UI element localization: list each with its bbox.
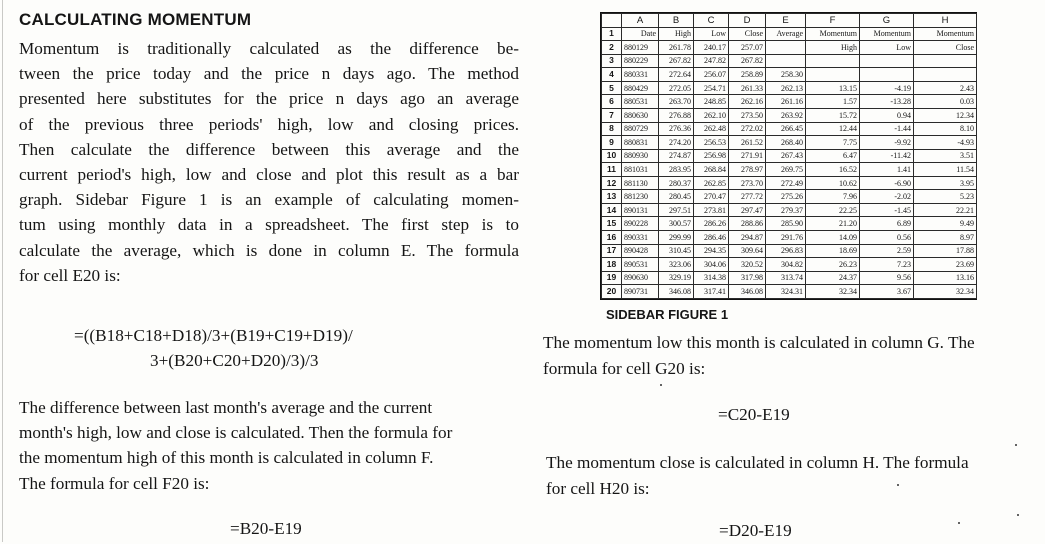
table-cell: High xyxy=(659,27,694,41)
table-cell: 880729 xyxy=(622,122,659,136)
table-cell: 258.30 xyxy=(766,68,806,82)
figure-caption: SIDEBAR FIGURE 1 xyxy=(606,307,729,322)
table-cell: 268.40 xyxy=(766,136,806,150)
table-cell: 280.45 xyxy=(659,190,694,204)
table-cell xyxy=(914,54,977,68)
table-row xyxy=(602,271,977,285)
table-cell: 880831 xyxy=(622,136,659,150)
intro-line: current period's high, low and close and plot this result as a bar xyxy=(19,165,519,185)
table-cell xyxy=(914,68,977,82)
table-cell: 272.05 xyxy=(659,81,694,95)
table-row xyxy=(602,231,977,245)
intro-line: tween the price today and the price n days ago. The method xyxy=(19,64,519,84)
table-cell: 12.44 xyxy=(806,122,860,136)
table-cell: 279.37 xyxy=(766,203,806,217)
table-cell: 32.34 xyxy=(806,285,860,299)
table-cell: 267.82 xyxy=(659,54,694,68)
table-cell: 890731 xyxy=(622,285,659,299)
difference-line: month's high, low and close is calculated. Then the formula for xyxy=(19,423,453,443)
table-cell: 7.75 xyxy=(806,136,860,150)
table-cell: 317.41 xyxy=(694,285,729,299)
table-cell: 240.17 xyxy=(694,41,729,55)
row-number-cell: 2 xyxy=(602,41,622,55)
low-line: formula for cell G20 is: xyxy=(543,359,706,378)
close-paragraph xyxy=(546,450,969,502)
table-cell: 296.83 xyxy=(766,244,806,258)
difference-paragraph xyxy=(19,395,519,496)
table-cell: 267.43 xyxy=(766,149,806,163)
table-cell: 7.23 xyxy=(860,258,914,272)
table-cell: Average xyxy=(766,27,806,41)
table-cell: 890331 xyxy=(622,231,659,245)
table-cell: 288.86 xyxy=(729,217,766,231)
column-letter-cell: G xyxy=(860,14,914,28)
table-cell: 294.87 xyxy=(729,231,766,245)
row-number-cell: 15 xyxy=(602,217,622,231)
table-cell: 346.08 xyxy=(659,285,694,299)
table-cell: 880429 xyxy=(622,81,659,95)
table-cell: 880531 xyxy=(622,95,659,109)
formula-f20: =B20-E19 xyxy=(230,519,302,538)
table-cell: 262.48 xyxy=(694,122,729,136)
table-row xyxy=(602,203,977,217)
table-cell: 0.56 xyxy=(860,231,914,245)
table-cell: 276.88 xyxy=(659,108,694,122)
table-cell: 346.08 xyxy=(729,285,766,299)
table-cell: 272.64 xyxy=(659,68,694,82)
table-cell: 323.06 xyxy=(659,258,694,272)
column-letter-cell: C xyxy=(694,14,729,28)
table-cell xyxy=(766,54,806,68)
table-cell: 261.78 xyxy=(659,41,694,55)
table-cell xyxy=(806,54,860,68)
table-row xyxy=(602,81,977,95)
intro-line: of the previous three periods' high, low and closing prices. xyxy=(19,114,519,134)
table-cell: 266.45 xyxy=(766,122,806,136)
table-cell: 13.15 xyxy=(806,81,860,95)
table-row xyxy=(602,122,977,136)
close-line: for cell H20 is: xyxy=(546,479,650,498)
table-cell: 1.41 xyxy=(860,163,914,177)
table-cell: 262.16 xyxy=(729,95,766,109)
table-cell: 329.19 xyxy=(659,271,694,285)
table-cell: Momentum xyxy=(860,27,914,41)
table-cell: 6.47 xyxy=(806,149,860,163)
table-cell: 274.20 xyxy=(659,136,694,150)
formula-g20: =C20-E19 xyxy=(718,405,790,424)
intro-line: graph. Sidebar Figure 1 is an example of calculating momen- xyxy=(19,190,519,210)
page-edge xyxy=(2,0,3,542)
table-cell: 258.89 xyxy=(729,68,766,82)
table-cell: 271.91 xyxy=(729,149,766,163)
difference-line: the momentum high of this month is calculated in column F. xyxy=(19,448,434,468)
row-number-cell: 4 xyxy=(602,68,622,82)
table-cell: 280.37 xyxy=(659,176,694,190)
difference-line: The formula for cell F20 is: xyxy=(19,473,210,493)
table-cell: High xyxy=(806,41,860,55)
table-cell: Date xyxy=(622,27,659,41)
table-cell xyxy=(860,68,914,82)
table-cell: 291.76 xyxy=(766,231,806,245)
row-number-cell: 1 xyxy=(602,27,622,41)
table-row xyxy=(602,176,977,190)
column-letter-cell: H xyxy=(914,14,977,28)
table-cell: 257.07 xyxy=(729,41,766,55)
table-cell: 880630 xyxy=(622,108,659,122)
table-cell: 320.52 xyxy=(729,258,766,272)
table-cell xyxy=(766,41,806,55)
table-cell: 890531 xyxy=(622,258,659,272)
table-cell: 275.26 xyxy=(766,190,806,204)
table-cell: 18.69 xyxy=(806,244,860,258)
table-cell: 254.71 xyxy=(694,81,729,95)
row-number-cell: 5 xyxy=(602,81,622,95)
table-row xyxy=(602,149,977,163)
table-cell: 7.96 xyxy=(806,190,860,204)
corner-cell xyxy=(602,14,622,28)
table-cell: 2.59 xyxy=(860,244,914,258)
table-cell: 256.07 xyxy=(694,68,729,82)
table-cell: Close xyxy=(729,27,766,41)
table-cell: 247.82 xyxy=(694,54,729,68)
table-cell: 310.45 xyxy=(659,244,694,258)
table-cell: 261.52 xyxy=(729,136,766,150)
table-cell: 278.97 xyxy=(729,163,766,177)
table-cell: 277.72 xyxy=(729,190,766,204)
table-cell: 9.56 xyxy=(860,271,914,285)
column-letter-cell: A xyxy=(622,14,659,28)
print-speck xyxy=(897,484,899,486)
row-number-cell: 11 xyxy=(602,163,622,177)
formula-e20-line1: =((B18+C18+D18)/3+(B19+C19+D19)/ xyxy=(74,326,353,345)
row-number-cell: 3 xyxy=(602,54,622,68)
table-cell: 880229 xyxy=(622,54,659,68)
table-cell: -4.93 xyxy=(914,136,977,150)
table-cell: 304.82 xyxy=(766,258,806,272)
print-speck xyxy=(958,522,960,524)
close-line: The momentum close is calculated in column H. The formula xyxy=(546,453,969,472)
table-cell: 299.99 xyxy=(659,231,694,245)
table-cell: -1.45 xyxy=(860,203,914,217)
table-cell: 261.33 xyxy=(729,81,766,95)
table-cell: 15.72 xyxy=(806,108,860,122)
table-cell: Close xyxy=(914,41,977,55)
intro-line: presented here substitutes for the price n days ago an average xyxy=(19,89,519,109)
table-cell: 286.46 xyxy=(694,231,729,245)
table-row xyxy=(602,54,977,68)
table-row xyxy=(602,41,977,55)
difference-line: The difference between last month's average and the current xyxy=(19,398,433,417)
table-row xyxy=(602,136,977,150)
table-cell: Momentum xyxy=(806,27,860,41)
row-number-cell: 19 xyxy=(602,271,622,285)
table-cell: 890131 xyxy=(622,203,659,217)
row-number-cell: 12 xyxy=(602,176,622,190)
intro-line: for cell E20 is: xyxy=(19,265,121,285)
table-cell: 276.36 xyxy=(659,122,694,136)
table-cell: 294.35 xyxy=(694,244,729,258)
table-cell: 880129 xyxy=(622,41,659,55)
table-row xyxy=(602,285,977,299)
table-cell: 269.75 xyxy=(766,163,806,177)
row-number-cell: 20 xyxy=(602,285,622,299)
table-cell: 262.85 xyxy=(694,176,729,190)
table-cell: 32.34 xyxy=(914,285,977,299)
table-cell: 273.50 xyxy=(729,108,766,122)
table-cell: 2.43 xyxy=(914,81,977,95)
table-cell: 5.23 xyxy=(914,190,977,204)
table-cell: 313.74 xyxy=(766,271,806,285)
table-cell: 268.84 xyxy=(694,163,729,177)
intro-paragraph xyxy=(19,36,519,288)
row-number-cell: 6 xyxy=(602,95,622,109)
table-cell: 3.51 xyxy=(914,149,977,163)
table-cell: 263.92 xyxy=(766,108,806,122)
table-row xyxy=(602,95,977,109)
column-letter-cell: B xyxy=(659,14,694,28)
table-cell: -9.92 xyxy=(860,136,914,150)
table-row xyxy=(602,27,977,41)
row-number-cell: 13 xyxy=(602,190,622,204)
table-cell: 22.25 xyxy=(806,203,860,217)
intro-line: Momentum is traditionally calculated as the difference be- xyxy=(19,39,519,58)
table-cell: Low xyxy=(694,27,729,41)
table-row xyxy=(602,163,977,177)
table-cell: 16.52 xyxy=(806,163,860,177)
table-cell: 880930 xyxy=(622,149,659,163)
table-cell: 10.62 xyxy=(806,176,860,190)
table-cell: 881230 xyxy=(622,190,659,204)
table-cell: 8.97 xyxy=(914,231,977,245)
table-cell: 256.98 xyxy=(694,149,729,163)
table-cell: 880331 xyxy=(622,68,659,82)
row-number-cell: 10 xyxy=(602,149,622,163)
low-line: The momentum low this month is calculated in column G. The xyxy=(543,333,975,352)
table-cell: 283.95 xyxy=(659,163,694,177)
table-row xyxy=(602,190,977,204)
table-cell: 12.34 xyxy=(914,108,977,122)
table-cell: -13.28 xyxy=(860,95,914,109)
table-cell: 1.57 xyxy=(806,95,860,109)
table-cell: 262.13 xyxy=(766,81,806,95)
table-cell: 304.06 xyxy=(694,258,729,272)
table-cell: 314.38 xyxy=(694,271,729,285)
intro-line: tum using monthly data in a spreadsheet. The first step is to xyxy=(19,215,519,235)
table-cell: -4.19 xyxy=(860,81,914,95)
table-cell: 273.81 xyxy=(694,203,729,217)
table-row xyxy=(602,244,977,258)
table-cell: 272.49 xyxy=(766,176,806,190)
row-number-cell: 16 xyxy=(602,231,622,245)
table-cell: 273.70 xyxy=(729,176,766,190)
formula-h20: =D20-E19 xyxy=(719,521,792,540)
row-number-cell: 17 xyxy=(602,244,622,258)
table-cell: 881130 xyxy=(622,176,659,190)
row-number-cell: 14 xyxy=(602,203,622,217)
table-cell: 297.47 xyxy=(729,203,766,217)
table-row xyxy=(602,258,977,272)
table-cell: Momentum xyxy=(914,27,977,41)
table-cell: 26.23 xyxy=(806,258,860,272)
table-cell: 24.37 xyxy=(806,271,860,285)
table-cell: 14.09 xyxy=(806,231,860,245)
spreadsheet-figure xyxy=(600,12,977,300)
print-speck xyxy=(660,384,662,386)
column-letter-cell: D xyxy=(729,14,766,28)
row-number-cell: 7 xyxy=(602,108,622,122)
print-speck xyxy=(1015,444,1017,446)
table-cell: 6.89 xyxy=(860,217,914,231)
row-number-cell: 9 xyxy=(602,136,622,150)
table-cell: 267.82 xyxy=(729,54,766,68)
table-row xyxy=(602,68,977,82)
table-cell: 297.51 xyxy=(659,203,694,217)
table-cell: 881031 xyxy=(622,163,659,177)
low-paragraph xyxy=(543,330,975,382)
section-heading: CALCULATING MOMENTUM xyxy=(19,10,252,29)
table-cell: 317.98 xyxy=(729,271,766,285)
table-cell: 286.26 xyxy=(694,217,729,231)
table-cell: 309.64 xyxy=(729,244,766,258)
table-cell: 270.47 xyxy=(694,190,729,204)
table-cell: -11.42 xyxy=(860,149,914,163)
table-cell: 256.53 xyxy=(694,136,729,150)
table-cell: 0.03 xyxy=(914,95,977,109)
table-cell: 0.94 xyxy=(860,108,914,122)
column-letter-cell: F xyxy=(806,14,860,28)
intro-line: Then calculate the difference between this average and the xyxy=(19,139,519,159)
table-cell: 890630 xyxy=(622,271,659,285)
table-cell: 17.88 xyxy=(914,244,977,258)
table-cell xyxy=(860,54,914,68)
table-cell: 262.10 xyxy=(694,108,729,122)
table-cell: -6.90 xyxy=(860,176,914,190)
table-cell: -2.02 xyxy=(860,190,914,204)
table-cell: Low xyxy=(860,41,914,55)
table-cell: 248.85 xyxy=(694,95,729,109)
intro-line: calculate the average, which is done in column E. The formula xyxy=(19,240,519,260)
table-cell: 272.02 xyxy=(729,122,766,136)
table-row xyxy=(602,217,977,231)
table-cell: 285.90 xyxy=(766,217,806,231)
print-speck xyxy=(1017,514,1019,516)
formula-e20-line2: 3+(B20+C20+D20)/3)/3 xyxy=(150,351,319,370)
table-cell: 890428 xyxy=(622,244,659,258)
table-cell: 9.49 xyxy=(914,217,977,231)
table-cell: 324.31 xyxy=(766,285,806,299)
table-cell: 274.87 xyxy=(659,149,694,163)
left-column xyxy=(19,9,519,288)
table-cell: 3.67 xyxy=(860,285,914,299)
table-cell: 261.16 xyxy=(766,95,806,109)
table-cell: 8.10 xyxy=(914,122,977,136)
table-cell: 11.54 xyxy=(914,163,977,177)
row-number-cell: 8 xyxy=(602,122,622,136)
table-cell: 263.70 xyxy=(659,95,694,109)
spreadsheet-table xyxy=(601,13,977,299)
column-letter-cell: E xyxy=(766,14,806,28)
table-cell: 23.69 xyxy=(914,258,977,272)
table-row xyxy=(602,108,977,122)
table-cell: 13.16 xyxy=(914,271,977,285)
table-cell: 890228 xyxy=(622,217,659,231)
column-header-row xyxy=(602,14,977,28)
table-cell: -1.44 xyxy=(860,122,914,136)
table-cell: 21.20 xyxy=(806,217,860,231)
row-number-cell: 18 xyxy=(602,258,622,272)
table-cell: 300.57 xyxy=(659,217,694,231)
table-cell: 3.95 xyxy=(914,176,977,190)
table-cell: 22.21 xyxy=(914,203,977,217)
table-cell xyxy=(806,68,860,82)
